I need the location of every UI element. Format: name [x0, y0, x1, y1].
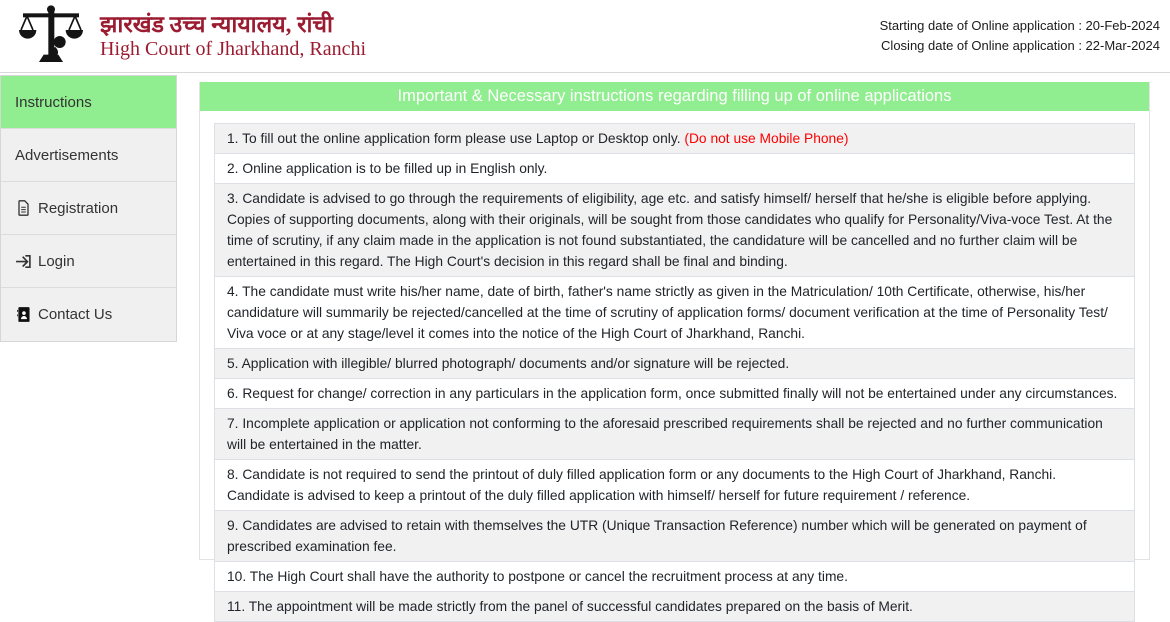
sidebar-item-label: Registration — [38, 199, 119, 217]
sign-in-icon — [15, 255, 31, 268]
instruction-item — [214, 277, 1135, 349]
court-title-hindi: झारखंड उच्च न्यायालय, रांची — [100, 12, 333, 37]
page-header — [0, 0, 1170, 73]
instruction-text: 10. The High Court shall have the authority to postpone or cancel the recruitment process at any time. — [227, 569, 848, 584]
closing-date-text: Closing date of Online application : 22-Mar-2024 — [881, 38, 1160, 53]
instruction-text: 8. Candidate is not required to send the printout of duly filled application form or any documents to the High Court of Jharkhand, Ranchi. Candidate is advised to keep a printout of the duly filled application with himself/ herself for future requirement / reference. — [227, 467, 1057, 503]
sidebar-item-login[interactable] — [1, 235, 176, 288]
instruction-item — [214, 349, 1135, 379]
instruction-item — [214, 379, 1135, 409]
file-icon — [15, 200, 31, 216]
application-dates — [880, 16, 1160, 56]
instruction-text: 11. The appointment will be made strictly from the panel of successful candidates prepared on the basis of Merit. — [227, 599, 913, 614]
sidebar-item-instructions[interactable] — [1, 76, 176, 129]
sidebar-item-label: Contact Us — [38, 306, 113, 323]
instruction-item — [214, 592, 1135, 622]
instruction-text: 5. Application with illegible/ blurred photograph/ documents and/or signature will be rejected. — [227, 356, 790, 371]
starting-date-text: Starting date of Online application : 20-Feb-2024 — [879, 18, 1160, 33]
instruction-item — [214, 460, 1135, 511]
instruction-text: 6. Request for change/ correction in any particulars in the application form, once submitted finally will not be entertained under any circumstances. — [227, 386, 1118, 401]
sidebar-item-label: Instructions — [15, 93, 92, 111]
instructions-title-bar: Important & Necessary instructions regarding filling up of online applications — [200, 82, 1149, 111]
sidebar-item-contact-us[interactable] — [1, 288, 176, 341]
instruction-item — [214, 562, 1135, 592]
brand-titles — [100, 11, 366, 61]
instruction-item — [214, 409, 1135, 460]
sidebar-item-registration[interactable] — [1, 182, 176, 235]
instruction-text: 9. Candidates are advised to retain with themselves the UTR (Unique Transaction Reference) number which will be generated on payment of prescribed examination fee. — [227, 518, 1087, 554]
instruction-text: 2. Online application is to be filled up in English only. — [227, 161, 548, 176]
court-title-english: High Court of Jharkhand, Ranchi — [100, 38, 367, 60]
instruction-item — [214, 123, 1135, 154]
sidebar-item-label: Login — [38, 252, 75, 270]
instruction-item — [214, 154, 1135, 184]
instruction-text: 4. The candidate must write his/her name, date of birth, father's name strictly as given in the Matriculation/ 10th Certificate, otherwise, his/her candidature will summarily be rejected/cancelled at the time of scrutiny of application forms/ document verification at the time of Personality Test/ Viva voce or at any stage/level it comes into the notice of the High Court of Jharkhand, Ranchi. — [227, 284, 1108, 341]
scales-of-justice-icon — [14, 4, 88, 69]
instruction-text: 3. Candidate is advised to go through the requirements of eligibility, age etc. and satisfy himself/ herself that he/she is eligible before applying. Copies of supporting documents, along with their originals, will be sought from those candidates who qualify for Personality/Viva-voce Test. At the time of scrutiny, if any claim made in the application is not found substantiated, the candidature will be cancelled and no further claim will be entertained in this regard. The High Court's decision in this regard shall be final and binding. — [227, 191, 1113, 269]
sidebar-item-advertisements[interactable] — [1, 129, 176, 182]
instruction-text: 1. To fill out the online application form please use Laptop or Desktop only. — [227, 131, 685, 146]
instruction-warning-text: (Do not use Mobile Phone) — [684, 131, 849, 146]
main-content-card — [199, 82, 1150, 614]
instruction-text: 7. Incomplete application or application not conforming to the aforesaid prescribed requirements shall be rejected and no further communication will be entertained in the matter. — [227, 416, 1103, 452]
sidebar-nav — [0, 75, 177, 342]
address-book-icon — [15, 307, 31, 322]
instruction-item — [214, 511, 1135, 562]
sidebar-item-label: Advertisements — [15, 146, 119, 164]
instruction-item — [214, 184, 1135, 277]
instructions-list — [214, 123, 1135, 622]
